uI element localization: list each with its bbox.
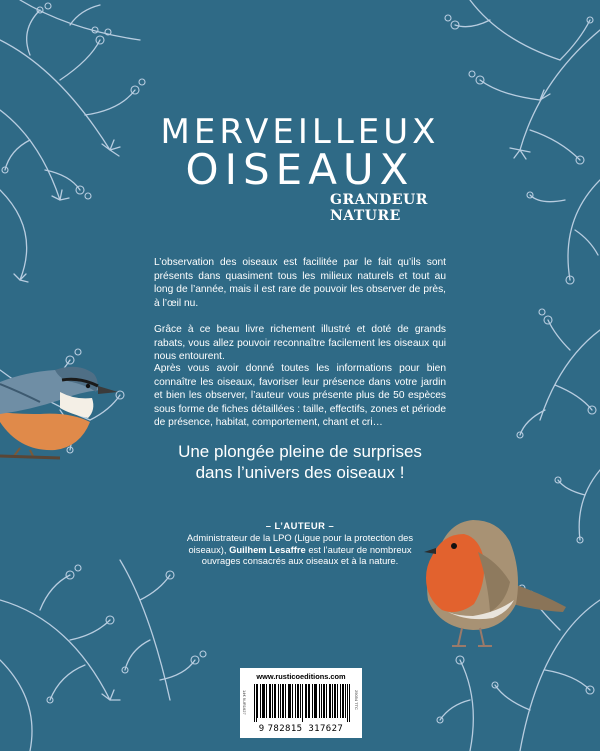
barcode-bar bbox=[289, 684, 290, 718]
isbn-group-1: 782815 bbox=[267, 724, 303, 734]
barcode-bars bbox=[254, 684, 350, 722]
barcode-bar bbox=[295, 684, 296, 718]
barcode-bar bbox=[343, 684, 344, 718]
barcode-bar bbox=[264, 684, 265, 718]
barcode-bar bbox=[334, 684, 335, 718]
barcode-bar bbox=[321, 684, 322, 718]
tagline bbox=[0, 441, 600, 483]
barcode-bar bbox=[280, 684, 281, 718]
barcode-bar bbox=[266, 684, 267, 718]
paragraph-content: Après vous avoir donné toutes les informations pour bien connaître les oiseaux, favoriser leur présence dans votre jardin et bien les observer, l’auteur vous présente plus de 50 espèces sous forme de fiches détaillées : taille, effectifs, zones et période de présence, habitat, comportement, chant et cri… bbox=[154, 363, 446, 429]
barcode-bar bbox=[347, 684, 348, 722]
barcode-bar bbox=[297, 684, 298, 718]
barcode-bar bbox=[292, 684, 293, 718]
barcode-bar bbox=[340, 684, 341, 718]
barcode-bar bbox=[335, 684, 336, 718]
barcode-bar bbox=[332, 684, 333, 718]
title-line-1: MERVEILLEUX bbox=[160, 112, 440, 152]
barcode-bar bbox=[254, 684, 255, 722]
paragraph-book: Grâce à ce beau livre richement illustré et doté de grands rabats, vous allez pouvoir reconnaître facilement les oiseaux qui nous entourent. bbox=[154, 324, 446, 363]
author-name: Guilhem Lesaffre bbox=[229, 543, 306, 555]
barcode-bar bbox=[326, 684, 327, 718]
barcode-bar bbox=[285, 684, 286, 718]
barcode-bar bbox=[342, 684, 343, 718]
barcode-bar bbox=[272, 684, 273, 718]
barcode-bar bbox=[337, 684, 338, 718]
author-bio-start: Administrateur de la LPO (Ligue pour la protection des oiseaux), bbox=[186, 531, 414, 555]
barcode-bar bbox=[306, 684, 307, 718]
barcode-bar bbox=[315, 684, 316, 718]
tagline-line-1: Une plongée pleine de surprises bbox=[178, 442, 422, 461]
barcode-bar bbox=[269, 684, 270, 718]
barcode-bar bbox=[345, 684, 346, 718]
barcode-bar bbox=[314, 684, 315, 718]
barcode-bar bbox=[324, 684, 325, 718]
author-block bbox=[170, 520, 430, 567]
barcode-bar bbox=[302, 684, 303, 722]
paragraph-intro: L’observation des oiseaux est facilitée par le fait qu’ils sont présents dans quasiment tous les milieux naturels et tout au long de l’année, mais il est rare de pouvoir les observer de près, à l’œil nu. bbox=[154, 257, 446, 309]
isbn-lead: 9 bbox=[258, 724, 265, 734]
barcode-bar bbox=[257, 684, 258, 718]
barcode-bar bbox=[282, 684, 283, 718]
subtitle: GRANDEUR NATURE bbox=[330, 192, 428, 224]
barcode-bar bbox=[305, 684, 306, 718]
barcode-bar bbox=[262, 684, 263, 718]
barcode-side-left: 14€ 9UR1627 bbox=[242, 690, 247, 715]
isbn-group-2: 317627 bbox=[308, 724, 344, 734]
barcode-bar bbox=[323, 684, 324, 718]
barcode-bar bbox=[288, 684, 289, 718]
barcode-bar bbox=[298, 684, 299, 718]
isbn-digits bbox=[242, 724, 360, 734]
barcode-bar bbox=[329, 684, 330, 718]
barcode-bar bbox=[319, 684, 320, 718]
robin-bird bbox=[418, 512, 568, 652]
barcode-bar bbox=[270, 684, 271, 718]
barcode-bar bbox=[274, 684, 275, 718]
title-line-2: OISEAUX bbox=[185, 145, 415, 194]
barcode-bar bbox=[316, 684, 317, 718]
barcode-bar bbox=[256, 684, 257, 722]
barcode-bar bbox=[278, 684, 279, 718]
barcode-bar bbox=[260, 684, 261, 718]
barcode-bar bbox=[300, 684, 301, 718]
barcode-bar bbox=[349, 684, 350, 722]
barcode-bar bbox=[308, 684, 309, 718]
barcode-bar bbox=[290, 684, 291, 718]
barcode-bar bbox=[275, 684, 276, 718]
tagline-line-2: dans l’univers des oiseaux ! bbox=[195, 463, 405, 482]
barcode-bar bbox=[312, 684, 313, 718]
author-bio-end: est l’auteur de nombreux ouvrages consacrés aux oiseaux et à la nature. bbox=[201, 543, 412, 567]
author-bio bbox=[170, 532, 430, 567]
barcode-label bbox=[240, 668, 362, 738]
barcode-bar bbox=[309, 684, 310, 718]
barcode-bar bbox=[283, 684, 284, 718]
publisher-website: www.rusticoeditions.com bbox=[256, 672, 346, 681]
barcode-side-right: 29054 TTC bbox=[354, 690, 359, 710]
author-heading: – L’AUTEUR – bbox=[265, 520, 335, 531]
barcode-bar bbox=[263, 684, 264, 718]
barcode-bar bbox=[330, 684, 331, 718]
